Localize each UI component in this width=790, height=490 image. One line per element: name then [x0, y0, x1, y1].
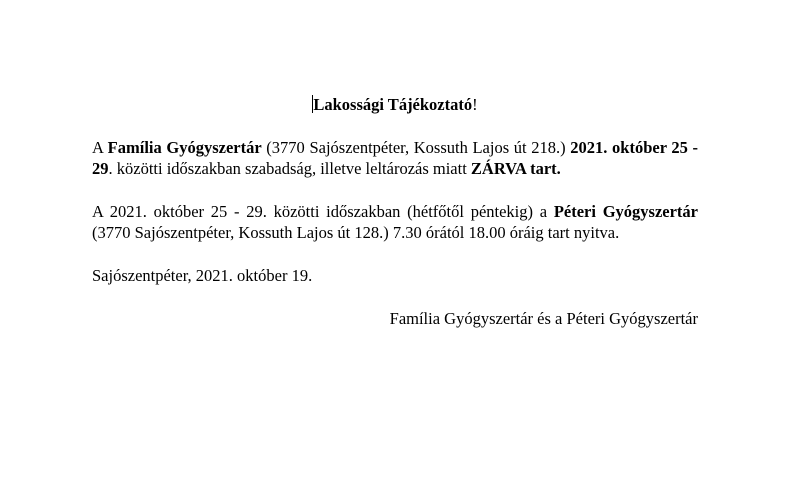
pharmacy-name-peteri: Péteri Gyógyszertár [553, 202, 698, 221]
closure-paragraph [92, 137, 698, 179]
paragraph-text: . közötti időszakban szabadság, illetve leltározás miatt [108, 159, 471, 178]
paragraph-text: (3770 Sajószentpéter, Kossuth Lajos út 218.) [261, 138, 571, 157]
title-punctuation: ! [472, 95, 478, 114]
paragraph-text: (3770 Sajószentpéter, Kossuth Lajos út 128.) 7.30 órától 18.00 óráig tart nyitva. [92, 223, 620, 242]
title-text: Lakossági Tájékoztató [313, 95, 473, 114]
paragraph-text: A [92, 138, 108, 157]
paragraph-text: A 2021. október 25 - 29. közötti időszakban (hétfőtől péntekig) a [92, 202, 554, 221]
signature: Família Gyógyszertár és a Péteri Gyógyszertár [389, 309, 698, 328]
document-body[interactable] [92, 94, 698, 329]
place-and-date: Sajószentpéter, 2021. október 19. [92, 266, 313, 285]
pharmacy-name-familia: Família Gyógyszertár [107, 138, 262, 157]
closure-dates: 2021. október 25 - 29 [92, 138, 698, 178]
closed-notice: ZÁRVA tart. [470, 159, 561, 178]
alternative-pharmacy-paragraph [92, 201, 698, 243]
document-title [92, 94, 698, 115]
